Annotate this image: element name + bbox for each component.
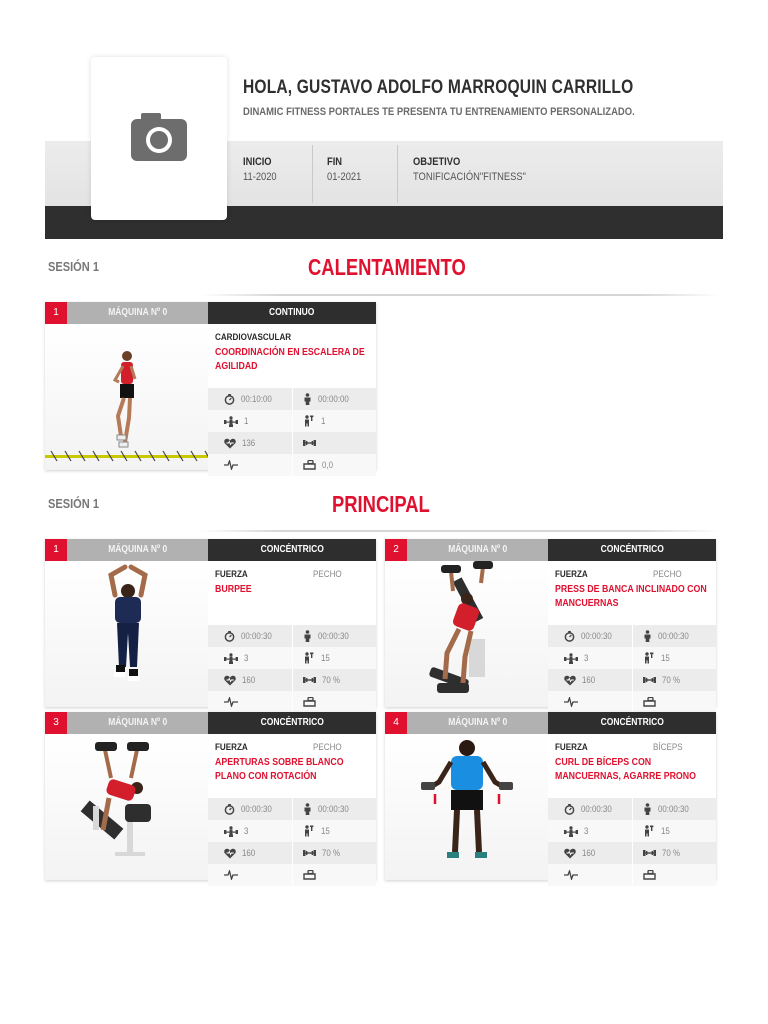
stat-load: 70 %	[632, 842, 716, 864]
exercise-category: CARDIOVASCULAR	[215, 332, 292, 343]
exercise-image	[45, 324, 208, 470]
stat-weight	[292, 691, 376, 713]
stats-row	[548, 669, 716, 691]
exercise-image	[385, 734, 548, 880]
exercise-image	[385, 561, 548, 707]
stat-heart: 160	[548, 669, 632, 691]
stat-reps: 1	[292, 410, 376, 432]
rest-icon	[303, 393, 318, 405]
exercise-type: CONCÉNTRICO	[600, 544, 664, 555]
stat-pulse	[208, 691, 292, 713]
exercise-illustration	[45, 351, 208, 461]
exercise-number: 1	[45, 302, 67, 324]
stats-row	[208, 432, 376, 454]
stat-pulse	[208, 454, 292, 476]
stats-row	[548, 842, 716, 864]
pulse-icon	[564, 697, 584, 707]
weight-icon	[643, 697, 662, 707]
heart-rate-icon	[564, 848, 582, 859]
exercise-card[interactable]	[385, 539, 716, 707]
exercise-illustration	[421, 740, 513, 858]
exercise-number: 1	[45, 539, 67, 561]
end-date: FIN 01-2021	[327, 156, 362, 183]
load-icon	[643, 676, 662, 684]
exercise-illustration	[81, 742, 151, 856]
stat-time: 00:00:30	[208, 625, 292, 647]
exercise-category: FUERZA	[215, 742, 248, 753]
reps-icon	[303, 652, 321, 664]
exercise-category: FUERZA	[555, 742, 588, 753]
section-divider	[200, 530, 720, 532]
rest-icon	[303, 803, 318, 815]
stat-weight	[632, 864, 716, 886]
timer-icon	[564, 804, 581, 815]
sets-icon	[564, 653, 584, 664]
exercise-category: FUERZA	[555, 569, 588, 580]
machine-label: MÁQUINA Nº 0	[108, 717, 167, 728]
stat-rest: 00:00:30	[632, 625, 716, 647]
stat-load: 70 %	[292, 842, 376, 864]
stat-rest: 00:00:30	[292, 798, 376, 820]
exercise-type: CONCÉNTRICO	[260, 717, 324, 728]
stat-pulse	[548, 691, 632, 713]
stat-weight	[632, 691, 716, 713]
stats-row	[208, 647, 376, 669]
stat-time: 00:00:30	[208, 798, 292, 820]
stat-reps: 15	[632, 647, 716, 669]
stat-rest: 00:00:30	[632, 798, 716, 820]
stats-row	[548, 820, 716, 842]
exercise-name: BURPEE	[215, 584, 252, 595]
timer-icon	[224, 394, 241, 405]
stats-row	[208, 820, 376, 842]
exercise-card[interactable]	[45, 302, 376, 470]
heart-rate-icon	[224, 675, 242, 686]
machine-label: MÁQUINA Nº 0	[108, 544, 167, 555]
exercise-stats	[208, 798, 376, 886]
stats-row	[208, 454, 376, 476]
exercise-card[interactable]	[385, 712, 716, 880]
divider	[312, 145, 313, 203]
stats-row	[548, 798, 716, 820]
stat-load	[292, 432, 376, 454]
exercise-image	[45, 734, 208, 880]
pulse-icon	[564, 870, 584, 880]
stats-row	[548, 691, 716, 713]
weight-icon	[643, 870, 662, 880]
avatar[interactable]	[91, 57, 227, 220]
exercise-stats	[548, 798, 716, 886]
pulse-icon	[224, 697, 244, 707]
stats-row	[208, 669, 376, 691]
exercise-category: FUERZA	[215, 569, 248, 580]
timer-icon	[224, 804, 241, 815]
machine-label: MÁQUINA Nº 0	[108, 307, 167, 318]
stats-row	[208, 864, 376, 886]
muscle-group: PECHO	[313, 569, 342, 580]
stat-reps: 15	[292, 647, 376, 669]
reps-icon	[303, 825, 321, 837]
exercise-number: 3	[45, 712, 67, 734]
rest-icon	[643, 630, 658, 642]
stat-weight	[292, 864, 376, 886]
reps-icon	[643, 825, 661, 837]
rest-icon	[303, 630, 318, 642]
session-label: SESIÓN 1	[48, 496, 99, 511]
stat-reps: 15	[632, 820, 716, 842]
stat-sets: 3	[548, 820, 632, 842]
stats-row	[208, 625, 376, 647]
exercise-number: 4	[385, 712, 407, 734]
exercise-type: CONCÉNTRICO	[600, 717, 664, 728]
muscle-group: PECHO	[313, 742, 342, 753]
stat-load: 70 %	[292, 669, 376, 691]
session-label: SESIÓN 1	[48, 259, 99, 274]
section-title-main: PRINCIPAL	[332, 491, 430, 517]
greeting-title: HOLA, GUSTAVO ADOLFO MARROQUIN CARRILLO	[243, 77, 634, 98]
stat-heart: 160	[548, 842, 632, 864]
exercise-stats	[208, 388, 376, 476]
start-date: INICIO 11-2020	[243, 156, 277, 183]
section-title-warmup: CALENTAMIENTO	[308, 254, 466, 280]
weight-icon	[303, 870, 322, 880]
greeting-subtitle: DINAMIC FITNESS PORTALES TE PRESENTA TU ENTRENAMIENTO PERSONALIZADO.	[243, 106, 635, 118]
exercise-stats	[208, 625, 376, 713]
reps-icon	[643, 652, 661, 664]
exercise-stats	[548, 625, 716, 713]
sets-icon	[224, 416, 244, 427]
machine-label: MÁQUINA Nº 0	[448, 544, 507, 555]
stat-heart: 160	[208, 669, 292, 691]
stat-rest: 00:00:00	[292, 388, 376, 410]
stats-row	[548, 864, 716, 886]
stat-pulse	[548, 864, 632, 886]
section-divider	[200, 294, 720, 296]
stats-row	[548, 625, 716, 647]
stat-pulse	[208, 864, 292, 886]
exercise-name: APERTURAS SOBRE BLANCO PLANO CON ROTACIÓN	[215, 757, 344, 782]
stat-heart: 136	[208, 432, 292, 454]
exercise-illustration	[111, 567, 145, 681]
exercise-type: CONCÉNTRICO	[260, 544, 324, 555]
load-icon	[303, 439, 322, 447]
machine-label: MÁQUINA Nº 0	[448, 717, 507, 728]
sets-icon	[224, 826, 244, 837]
objective: OBJETIVO TONIFICACIÓN"FITNESS"	[413, 156, 526, 183]
stat-weight: 0,0	[292, 454, 376, 476]
heart-rate-icon	[224, 438, 242, 449]
stat-sets: 3	[548, 647, 632, 669]
stat-sets: 3	[208, 647, 292, 669]
stats-row	[208, 798, 376, 820]
sets-icon	[564, 826, 584, 837]
camera-icon	[131, 111, 187, 161]
heart-rate-icon	[564, 675, 582, 686]
muscle-group: PECHO	[653, 569, 682, 580]
timer-icon	[564, 631, 581, 642]
stats-row	[548, 647, 716, 669]
stat-load: 70 %	[632, 669, 716, 691]
stats-row	[208, 410, 376, 432]
exercise-name: COORDINACIÓN EN ESCALERA DE AGILIDAD	[215, 347, 365, 372]
rest-icon	[643, 803, 658, 815]
timer-icon	[224, 631, 241, 642]
exercise-name: PRESS DE BANCA INCLINADO CON MANCUERNAS	[555, 584, 707, 609]
stat-rest: 00:00:30	[292, 625, 376, 647]
stats-row	[208, 691, 376, 713]
reps-icon	[303, 415, 321, 427]
load-icon	[303, 676, 322, 684]
stat-sets: 3	[208, 820, 292, 842]
stat-heart: 160	[208, 842, 292, 864]
stat-time: 00:00:30	[548, 625, 632, 647]
exercise-name: CURL DE BÍCEPS CON MANCUERNAS, AGARRE PRONO	[555, 757, 696, 782]
exercise-illustration	[428, 561, 493, 693]
load-icon	[643, 849, 662, 857]
pulse-icon	[224, 460, 244, 470]
exercise-card[interactable]	[45, 712, 376, 880]
heart-rate-icon	[224, 848, 242, 859]
divider	[397, 145, 398, 203]
exercise-card[interactable]	[45, 539, 376, 707]
weight-icon	[303, 460, 322, 470]
load-icon	[303, 849, 322, 857]
stats-row	[208, 388, 376, 410]
stat-sets: 1	[208, 410, 292, 432]
exercise-type: CONTINUO	[269, 307, 315, 318]
stats-row	[208, 842, 376, 864]
stat-time: 00:00:30	[548, 798, 632, 820]
stat-time: 00:10:00	[208, 388, 292, 410]
sets-icon	[224, 653, 244, 664]
exercise-image	[45, 561, 208, 707]
exercise-number: 2	[385, 539, 407, 561]
muscle-group: BÍCEPS	[653, 742, 683, 753]
pulse-icon	[224, 870, 244, 880]
stat-reps: 15	[292, 820, 376, 842]
weight-icon	[303, 697, 322, 707]
